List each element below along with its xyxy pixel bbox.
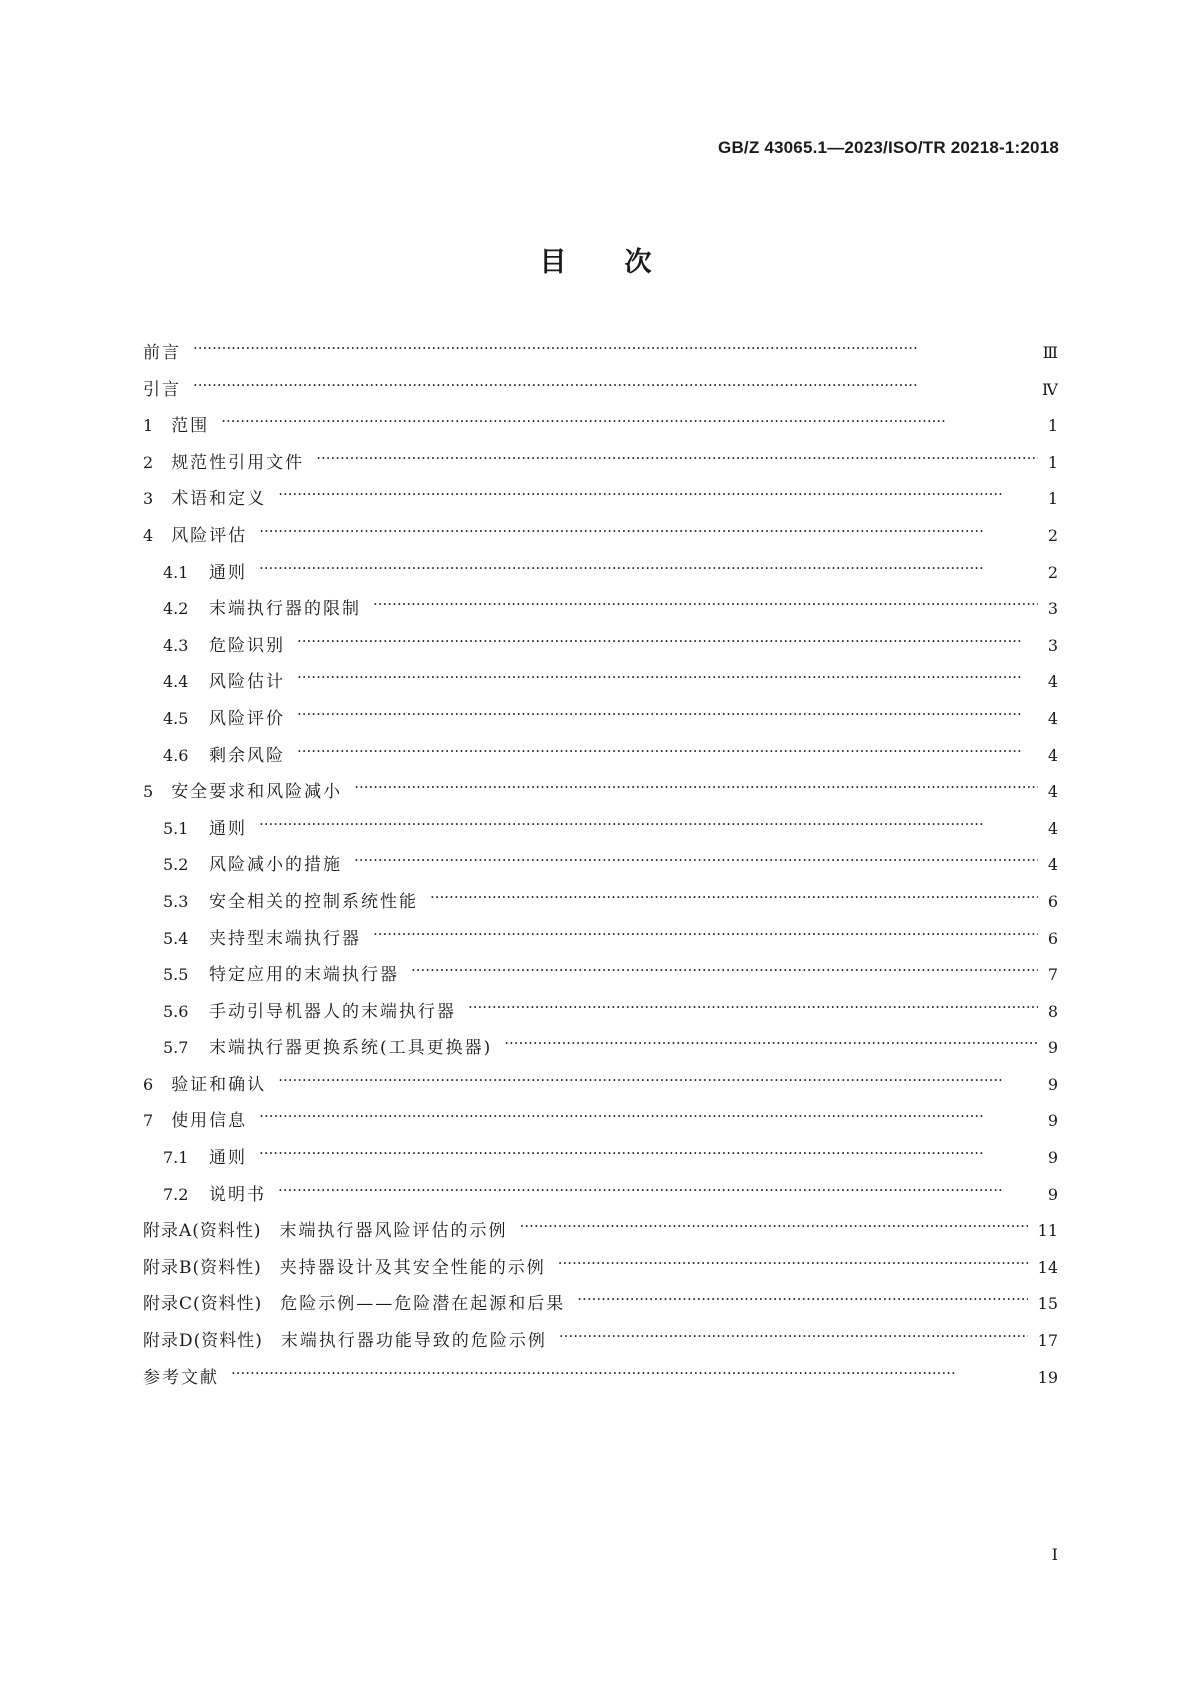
toc-entry-text: 使用信息 — [171, 1111, 248, 1132]
toc-entry-page: 14 — [1037, 1257, 1058, 1277]
toc-entry-number: 4.5 — [163, 708, 189, 728]
toc-entry[interactable] — [143, 411, 1058, 448]
toc-entry[interactable] — [143, 777, 1058, 814]
toc-entry-number: 4.4 — [163, 672, 189, 692]
toc-entry-number: 6 — [143, 1074, 154, 1094]
document-code: GB/Z 43065.1—2023/ISO/TR 20218-1:2018 — [718, 138, 1059, 157]
toc-entry-text: 夹持型末端执行器 — [209, 928, 361, 949]
page-number: I — [1051, 1545, 1058, 1564]
toc-dot-leader — [468, 1000, 1038, 1017]
toc-dot-leader — [504, 1036, 1038, 1053]
toc-dot-leader — [259, 817, 1038, 834]
toc-dot-leader — [193, 378, 1032, 395]
toc-entry-page: 4 — [1047, 782, 1058, 802]
toc-entry-page: 4 — [1047, 745, 1058, 765]
toc-entry-text: 风险评估 — [171, 525, 248, 546]
toc-entry-number: 7.1 — [163, 1148, 189, 1168]
toc-entry[interactable] — [143, 924, 1058, 961]
toc-entry-title — [209, 1143, 247, 1168]
toc-dot-leader — [259, 1109, 1038, 1126]
toc-entry-page: 4 — [1047, 708, 1058, 728]
toc-entry-text: 参考文献 — [143, 1367, 219, 1388]
toc-dot-leader — [316, 451, 1038, 468]
toc-entry-text: 前言 — [143, 343, 181, 363]
toc-entry-title — [171, 521, 247, 546]
toc-entry-text: 危险示例——危险潜在起源和后果 — [280, 1294, 566, 1315]
toc-entry-text: 末端执行器的限制 — [209, 599, 361, 620]
toc-entry-page: 15 — [1037, 1294, 1058, 1314]
toc-dot-leader — [259, 561, 1038, 578]
toc-entry-text: 夹持器设计及其安全性能的示例 — [279, 1257, 546, 1278]
toc-entry-title — [143, 1289, 565, 1314]
toc-entry-page: Ⅳ — [1042, 379, 1058, 399]
toc-entry[interactable] — [143, 1326, 1058, 1363]
toc-entry-title — [171, 484, 266, 509]
toc-entry-text: 通则 — [209, 1148, 247, 1169]
toc-entry[interactable] — [143, 1363, 1058, 1400]
toc-entry-page: 1 — [1047, 416, 1058, 436]
toc-dot-leader — [231, 1366, 1028, 1383]
toc-entry[interactable] — [143, 1180, 1058, 1217]
toc-entry-text: 风险估计 — [209, 672, 285, 693]
toc-entry-page: 1 — [1047, 489, 1058, 509]
toc-entry-title — [209, 1180, 266, 1205]
toc-appendix-label: 附录A(资料性) — [143, 1221, 262, 1242]
toc-dot-leader — [259, 524, 1038, 541]
toc-entry-text: 验证和确认 — [171, 1074, 267, 1095]
toc-entry-text: 安全相关的控制系统性能 — [209, 891, 418, 912]
toc-entry[interactable] — [143, 558, 1058, 595]
toc-entry-title — [209, 814, 247, 839]
toc-entry-number: 5.3 — [163, 891, 189, 911]
toc-entry-text: 引言 — [143, 379, 181, 400]
toc-entry-text: 说明书 — [209, 1184, 266, 1205]
toc-entry[interactable] — [143, 1253, 1058, 1290]
toc-entry-text: 风险评价 — [209, 708, 285, 729]
toc-entry-title — [209, 1033, 492, 1058]
toc-entry-number: 4.1 — [163, 562, 189, 582]
toc-entry[interactable] — [143, 960, 1058, 997]
toc-entry-page: 9 — [1047, 1184, 1058, 1204]
toc-entry-page: 7 — [1047, 965, 1058, 985]
toc-dot-leader — [354, 853, 1038, 870]
toc-dot-leader — [354, 780, 1038, 797]
toc-entry-title — [143, 1253, 546, 1278]
toc-entry-page: 2 — [1047, 525, 1058, 545]
toc-entry[interactable] — [143, 484, 1058, 521]
toc-entry-number: 1 — [143, 416, 154, 436]
toc-entry-text: 特定应用的末端执行器 — [209, 965, 399, 986]
toc-dot-leader — [278, 487, 1038, 504]
toc-entry-number: 5.6 — [163, 1001, 189, 1021]
toc-entry-number: 7.2 — [163, 1184, 189, 1204]
toc-dot-leader — [559, 1329, 1028, 1346]
toc-entry-title — [171, 1106, 247, 1131]
toc-entry-title — [209, 997, 456, 1022]
toc-entry-text: 通则 — [209, 818, 247, 839]
toc-entry-title — [209, 741, 285, 766]
toc-entry-title — [143, 338, 181, 363]
toc-entry-number: 5.7 — [163, 1038, 189, 1058]
toc-entry-title — [171, 1070, 266, 1095]
toc-entry-title — [209, 960, 399, 985]
toc-entry-title — [209, 631, 285, 656]
toc-entry-text: 剩余风险 — [209, 745, 285, 766]
toc-entry[interactable] — [143, 375, 1058, 412]
toc-entry-page: 4 — [1047, 818, 1058, 838]
toc-entry-text: 术语和定义 — [171, 489, 267, 510]
toc-entry-text: 末端执行器更换系统(工具更换器) — [209, 1038, 493, 1059]
toc-entry-page: 11 — [1037, 1221, 1058, 1241]
toc-entry-title — [209, 594, 361, 619]
toc-dot-leader — [430, 890, 1038, 907]
toc-entry-number: 5.5 — [163, 965, 189, 985]
toc-entry-number: 7 — [143, 1111, 154, 1131]
toc-dot-leader — [297, 670, 1038, 687]
page-title: 目次 — [539, 247, 710, 278]
toc-entry-page: 6 — [1047, 928, 1058, 948]
toc-entry-page: 9 — [1047, 1148, 1058, 1168]
toc-entry-page: 9 — [1047, 1038, 1058, 1058]
toc-dot-leader — [577, 1292, 1027, 1309]
toc-entry[interactable] — [143, 631, 1058, 668]
toc-dot-leader — [558, 1256, 1028, 1273]
toc-dot-leader — [297, 744, 1038, 761]
toc-entry-page: 19 — [1037, 1367, 1058, 1387]
toc-entry[interactable] — [143, 338, 1058, 375]
toc-entry[interactable] — [143, 741, 1058, 778]
toc-entry[interactable] — [143, 521, 1058, 558]
toc-entry-page: 3 — [1047, 635, 1058, 655]
toc-entry-title — [171, 411, 209, 436]
toc-dot-leader — [297, 707, 1038, 724]
toc-entry[interactable] — [143, 814, 1058, 851]
toc-entry-text: 危险识别 — [209, 635, 285, 656]
toc-entry-number: 4.3 — [163, 635, 189, 655]
toc-entry-text: 规范性引用文件 — [171, 452, 305, 473]
toc-entry[interactable] — [143, 1289, 1058, 1326]
toc-appendix-label: 附录C(资料性) — [143, 1294, 263, 1315]
toc-entry-text: 风险减小的措施 — [209, 855, 342, 876]
toc-entry-page: 4 — [1047, 855, 1058, 875]
toc-dot-leader — [278, 1073, 1038, 1090]
toc-entry-text: 手动引导机器人的末端执行器 — [209, 1001, 456, 1022]
toc-entry-title — [209, 850, 342, 875]
toc-entry[interactable] — [143, 997, 1058, 1034]
toc-entry[interactable] — [143, 887, 1058, 924]
toc-dot-leader — [259, 1146, 1038, 1163]
toc-entry[interactable] — [143, 1033, 1058, 1070]
toc-entry-page: Ⅲ — [1042, 343, 1058, 362]
toc-dot-leader — [373, 597, 1038, 614]
toc-entry-number: 4.6 — [163, 745, 189, 765]
toc-appendix-label: 附录D(资料性) — [143, 1331, 263, 1352]
toc-dot-leader — [221, 414, 1038, 431]
toc-entry-text: 末端执行器功能导致的危险示例 — [280, 1331, 547, 1352]
toc-entry-title — [209, 558, 247, 583]
table-of-contents — [143, 338, 1058, 1399]
toc-entry-title — [209, 924, 361, 949]
toc-entry-title — [143, 375, 181, 400]
toc-appendix-label: 附录B(资料性) — [143, 1257, 262, 1278]
toc-entry-title — [209, 667, 285, 692]
toc-entry[interactable] — [143, 667, 1058, 704]
toc-entry[interactable] — [143, 594, 1058, 631]
toc-entry-page: 4 — [1047, 672, 1058, 692]
toc-dot-leader — [411, 963, 1038, 980]
toc-entry-title — [143, 1326, 547, 1351]
toc-entry-page: 6 — [1047, 891, 1058, 911]
toc-entry-title — [171, 448, 304, 473]
toc-entry-number: 5 — [143, 782, 154, 802]
toc-entry[interactable] — [143, 448, 1058, 485]
toc-entry[interactable] — [143, 1216, 1058, 1253]
toc-dot-leader — [520, 1219, 1028, 1236]
toc-entry[interactable] — [143, 1143, 1058, 1180]
toc-entry-title — [209, 887, 418, 912]
toc-dot-leader — [297, 634, 1038, 651]
toc-dot-leader — [193, 341, 1033, 358]
toc-entry[interactable] — [143, 1070, 1058, 1107]
toc-entry-number: 4 — [143, 525, 154, 545]
toc-dot-leader — [278, 1183, 1038, 1200]
toc-entry-number: 5.4 — [163, 928, 189, 948]
toc-entry-number: 5.2 — [163, 855, 189, 875]
toc-entry-number: 3 — [143, 489, 154, 509]
toc-entry-page: 3 — [1047, 599, 1058, 619]
toc-dot-leader — [373, 927, 1038, 944]
toc-entry-text: 末端执行器风险评估的示例 — [279, 1221, 508, 1242]
toc-entry-title — [143, 1216, 508, 1241]
toc-entry[interactable] — [143, 1106, 1058, 1143]
toc-entry-title — [209, 704, 285, 729]
toc-entry-page: 9 — [1047, 1111, 1058, 1131]
toc-entry[interactable] — [143, 850, 1058, 887]
toc-entry-page: 8 — [1047, 1001, 1058, 1021]
toc-entry-number: 2 — [143, 452, 154, 472]
toc-entry-page: 9 — [1047, 1074, 1058, 1094]
toc-entry-number: 5.1 — [163, 818, 189, 838]
toc-entry[interactable] — [143, 704, 1058, 741]
toc-entry-page: 2 — [1047, 562, 1058, 582]
toc-entry-text: 范围 — [171, 416, 210, 437]
toc-entry-title — [171, 777, 342, 802]
toc-entry-title — [143, 1363, 219, 1388]
toc-entry-number: 4.2 — [163, 599, 189, 619]
toc-entry-page: 1 — [1047, 452, 1058, 472]
toc-entry-text: 通则 — [209, 562, 247, 583]
toc-entry-text: 安全要求和风险减小 — [171, 782, 343, 803]
toc-entry-page: 17 — [1037, 1331, 1058, 1351]
